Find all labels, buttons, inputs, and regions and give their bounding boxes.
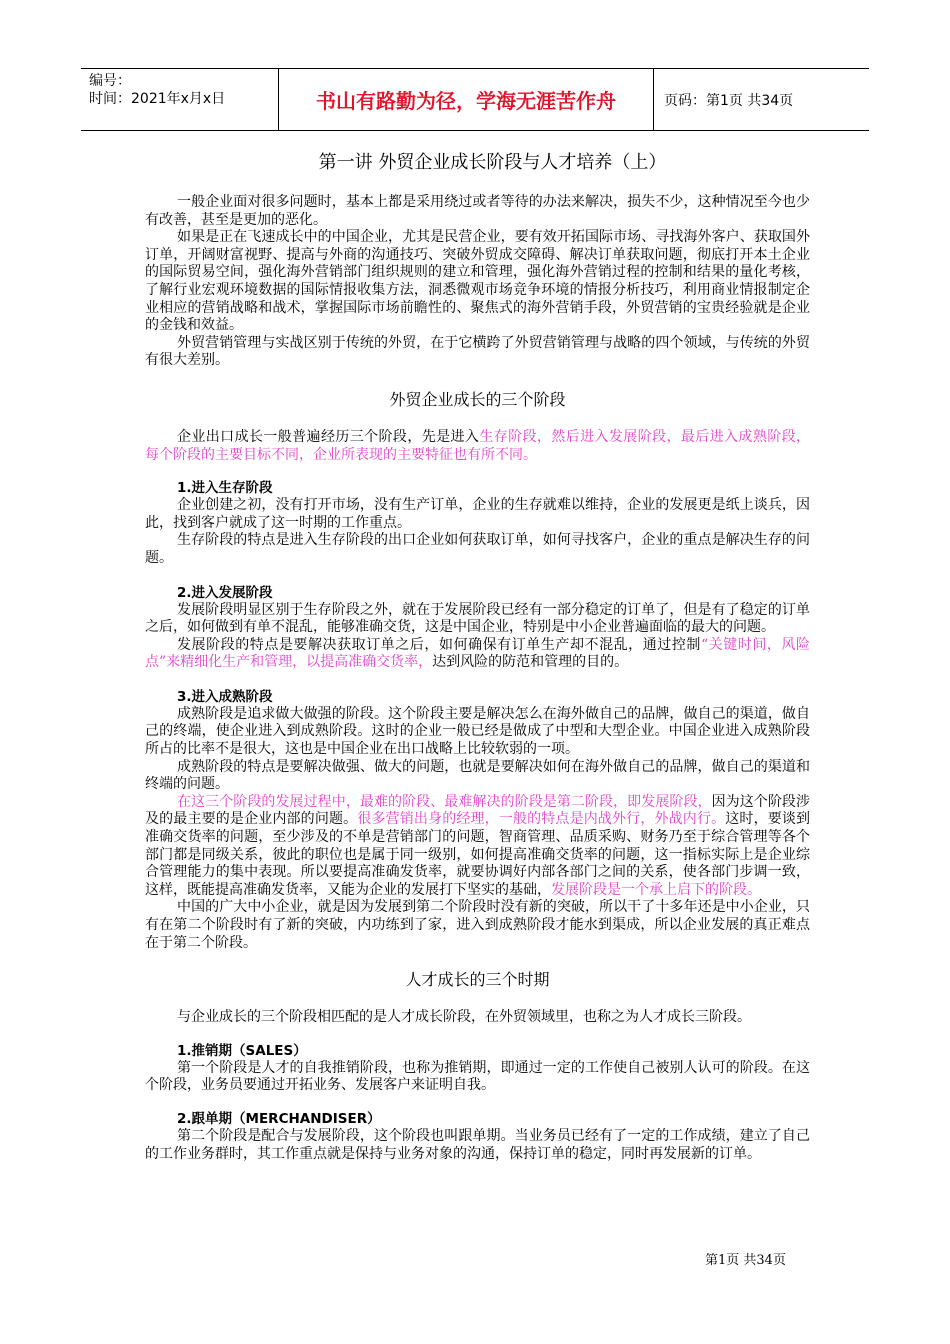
intro-paragraph-1: 一般企业面对很多问题时，基本上都是采用绕过或者等待的办法来解决，损失不少，这种情况至今也少有改善，甚至是更加的恶化。 bbox=[145, 194, 810, 228]
stages-intro-text: 企业出口成长一般普遍经历三个阶段，先是进入 bbox=[177, 428, 480, 445]
stages-intro-highlight: 生存阶段，然后进入发展阶段，最后进入成熟阶段， 每个阶段的主要目标不同，企业所表现的主要特征也有所不同。 bbox=[145, 428, 811, 463]
stage-3-paragraph-2: 成熟阶段的特点是要解决做强、做大的问题，也就是要解决如何在海外做自己的品牌，做自己的渠道和终端的问题。 bbox=[145, 758, 810, 793]
stage-3-highlight-1: 在这三个阶段的发展过程中，最难的阶段、最难解决的阶段是第二阶段，即发展阶段， bbox=[177, 793, 712, 810]
header-meta bbox=[81, 69, 279, 130]
header-page-number: 页码：第1页 共34页 bbox=[664, 92, 794, 109]
stage-2-paragraph-2 bbox=[145, 637, 810, 672]
talent-intro: 与企业成长的三个阶段相匹配的是人才成长阶段，在外贸领域里，也称之为人才成长三阶段。 bbox=[177, 1009, 751, 1026]
stage-3-highlight-2: 很多营销出身的经理，一般的特点是内战外行，外战内行。 bbox=[357, 811, 726, 828]
stage-2-paragraph-1: 发展阶段明显区别于生存阶段之外，就在于发展阶段已经有一部分稳定的订单了，但是有了稳定的订单之后，如何做到有单不混乱，能够准确交货，这是中国企业，特别是中小企业普遍面临的最大的问题。 bbox=[145, 601, 810, 636]
stage-2-text-a: 发展阶段的特点是要解决获取订单之后，如何确保有订单生产却不混乱，通过控制 bbox=[177, 636, 701, 653]
stage-3-paragraph-4: 中国的广大中小企业，就是因为发展到第二个阶段时没有新的突破，所以干了十多年还是中小企业，只有在第二个阶段时有了新的突破，内功练到了家，进入到成熟阶段才能水到渠成，所以企业发展的真正难点在于第二个阶段。 bbox=[145, 899, 810, 951]
stage-1-paragraph-2: 生存阶段的特点是进入生存阶段的出口企业如何获取订单，如何寻找客户，企业的重点是解决生存的问题。 bbox=[145, 532, 810, 566]
document-body bbox=[145, 150, 810, 1163]
doc-number-label: 编号： bbox=[89, 73, 131, 89]
document-title: 第一讲 外贸企业成长阶段与人才培养（上） bbox=[318, 152, 667, 173]
period-2-paragraph: 第二个阶段是配合与发展阶段，这个阶段也叫跟单期。当业务员已经有了一定的工作成绩，建立了自己的工作业务群时，其工作重点就是保持与业务对象的沟通，保持订单的稳定，同时再发展新的订单。 bbox=[145, 1127, 810, 1162]
stages-intro bbox=[145, 429, 810, 464]
stage-3-paragraph-3 bbox=[145, 794, 810, 900]
page-header bbox=[81, 68, 869, 131]
section-heading-talent-periods: 人才成长的三个时期 bbox=[405, 970, 550, 990]
period-1-paragraph: 第一个阶段是人才的自我推销阶段，也称为推销期，即通过一定的工作使自己被别人认可的阶段。在这个阶段，业务员要通过开拓业务、发展客户来证明自我。 bbox=[145, 1059, 810, 1094]
period-1-title: 1.推销期（SALES） bbox=[177, 1042, 307, 1059]
section-heading-enterprise-stages: 外贸企业成长的三个阶段 bbox=[389, 389, 566, 409]
stage-1-title: 1.进入生存阶段 bbox=[177, 480, 273, 497]
stage-1-paragraph-1: 企业创建之初，没有打开市场，没有生产订单，企业的生存就难以维持，企业的发展更是纸上谈兵，因此，找到客户就成了这一时期的工作重点。 bbox=[145, 497, 810, 531]
stage-3-title: 3.进入成熟阶段 bbox=[177, 688, 273, 705]
footer-page-number: 第1页 共34页 bbox=[705, 1253, 786, 1268]
header-motto: 书山有路勤为径，学海无涯苦作舟 bbox=[279, 69, 654, 130]
intro-paragraph-2: 如果是正在飞速成长中的中国企业，尤其是民营企业，要有效开拓国际市场、寻找海外客户、获取国外订单，开阔财富视野、提高与外商的沟通技巧、突破外贸成交障碍、解决订单获取问题，彻底打开本土企业的国际贸易空间，强化海外营销部门组织规则的建立和管理，强化海外营销过程的控制和结果的量化考核，了解行业宏观环境数据的国际情报收集方法，洞悉微观市场竞争环境的情报分析技巧，利用商业情报制定企业相应的营销战略和战术，掌握国际市场前瞻性的、聚焦式的海外营销手段，外贸营销的宝贵经验就是企业的金钱和效益。 bbox=[145, 229, 810, 334]
stage-3-highlight-3: 发展阶段是一个承上启下的阶段。 bbox=[551, 881, 761, 898]
stage-2-highlight: “关键时间，风险点”来精细化生产和管理，以提高准确交货率， bbox=[145, 636, 810, 671]
period-2-title: 2.跟单期（MERCHANDISER） bbox=[177, 1110, 381, 1127]
stage-3-text-b: 这时，要谈到准确交货率的问题，至少涉及的不单是营销部门的问题，智商管理、品质采购、财务乃至于综合管理等各个部门都是同级关系，彼此的职位也是属于同一级别，如何提高准确交货率的问题，这一指标实际上是企业综合管理能力的集中表现。所以要提高准确发货率，就要协调好内部各部门之间的关系，使各部门步调一致，这样，既能提高准确发货率，又能为企业的发展打下坚实的基础， bbox=[145, 811, 811, 898]
stage-3-paragraph-1: 成熟阶段是追求做大做强的阶段。这个阶段主要是解决怎么在海外做自己的品牌，做自己的渠道，做自己的终端，使企业进入到成熟阶段。这时的企业一般已经是做成了中型和大型企业。中国企业进入成熟阶段所占的比率不是很大，这也是中国企业在出口战略上比较软弱的一项。 bbox=[145, 705, 810, 758]
stage-2-text-b: 达到风险的防范和管理的目的。 bbox=[432, 654, 629, 671]
stage-2-title: 2.进入发展阶段 bbox=[177, 584, 273, 601]
stage-3-text-a: 因为这个阶段涉及的最主要的是企业内部的问题。 bbox=[145, 793, 811, 828]
doc-date: 时间：2021年x月x日 bbox=[89, 91, 226, 107]
intro-paragraph-3: 外贸营销管理与实战区别于传统的外贸，在于它横跨了外贸营销管理与战略的四个领域，与传统的外贸有很大差别。 bbox=[145, 334, 810, 369]
